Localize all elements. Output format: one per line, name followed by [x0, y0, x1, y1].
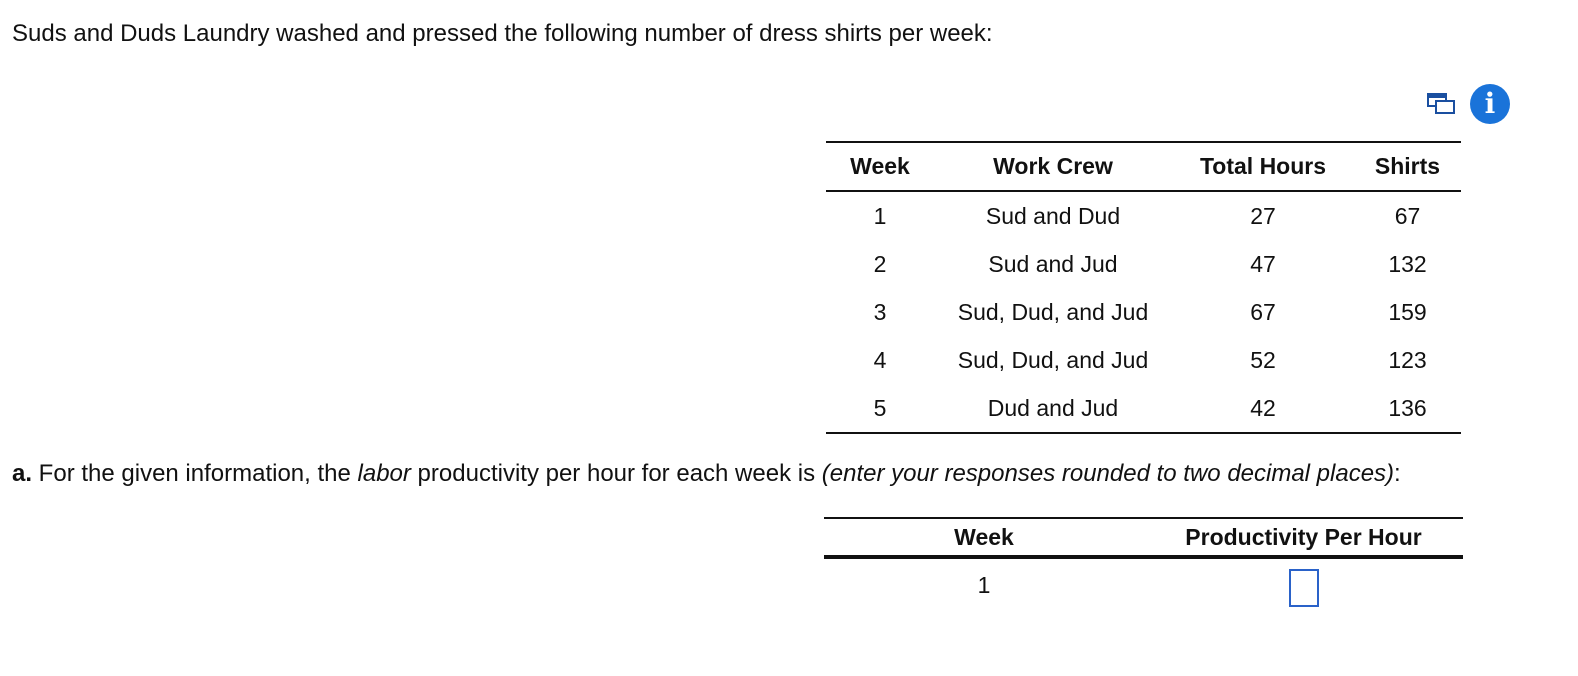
header-shirts: Shirts: [1354, 142, 1461, 191]
question-emphasis: labor: [357, 460, 411, 487]
cell-week: 1: [873, 202, 887, 229]
question-text-middle: productivity per hour for each week is: [410, 460, 822, 487]
answer-row: [824, 557, 1463, 611]
cell-total-hours: 42: [1250, 394, 1276, 421]
cell-week: 4: [873, 346, 887, 373]
question-text-before: For the given information, the: [32, 460, 358, 487]
cell-work-crew: Sud, Dud, and Jud: [957, 298, 1149, 325]
cell-work-crew: Sud and Jud: [988, 250, 1118, 277]
cell-shirts: 67: [1394, 202, 1421, 229]
table-row: [826, 384, 1461, 433]
answer-header-week: Week: [824, 518, 1144, 557]
cell-shirts: 123: [1388, 346, 1427, 373]
question-a: [12, 458, 1401, 490]
copy-icon[interactable]: [1426, 92, 1456, 116]
cell-shirts: 132: [1388, 250, 1427, 277]
cell-week: 2: [873, 250, 887, 277]
header-work-crew: Work Crew: [934, 142, 1172, 191]
cell-week: 5: [873, 394, 887, 421]
table-row: [826, 240, 1461, 288]
cell-week: 3: [873, 298, 887, 325]
cell-work-crew: Sud, Dud, and Jud: [957, 346, 1149, 373]
question-instruction: (enter your responses rounded to two decimal places): [821, 460, 1395, 487]
table-toolbar: [1420, 84, 1520, 124]
answer-table: [824, 517, 1463, 611]
cell-shirts: 136: [1388, 394, 1427, 421]
cell-total-hours: 52: [1250, 346, 1276, 373]
answer-header-productivity: Productivity Per Hour: [1144, 518, 1463, 557]
answer-header-row: [824, 518, 1463, 557]
table-row: [826, 191, 1461, 240]
problem-intro: Suds and Duds Laundry washed and pressed the following number of dress shirts per week:: [12, 20, 993, 47]
productivity-input[interactable]: [1289, 569, 1319, 607]
header-week: Week: [826, 142, 934, 191]
cell-total-hours: 67: [1250, 298, 1276, 325]
cell-total-hours: 47: [1250, 250, 1276, 277]
answer-cell-week: 1: [977, 571, 991, 598]
question-text-end: :: [1394, 460, 1401, 487]
header-total-hours: Total Hours: [1172, 142, 1354, 191]
answer-cell-productivity: [1144, 557, 1463, 611]
question-part-label: a.: [12, 460, 33, 487]
info-icon[interactable]: i: [1470, 84, 1510, 124]
table-row: [826, 336, 1461, 384]
table-row: [826, 288, 1461, 336]
cell-total-hours: 27: [1250, 202, 1276, 229]
cell-work-crew: Sud and Dud: [985, 202, 1121, 229]
shirts-data-table: [826, 141, 1461, 434]
cell-work-crew: Dud and Jud: [987, 394, 1119, 421]
cell-shirts: 159: [1388, 298, 1427, 325]
table-header-row: [826, 142, 1461, 191]
